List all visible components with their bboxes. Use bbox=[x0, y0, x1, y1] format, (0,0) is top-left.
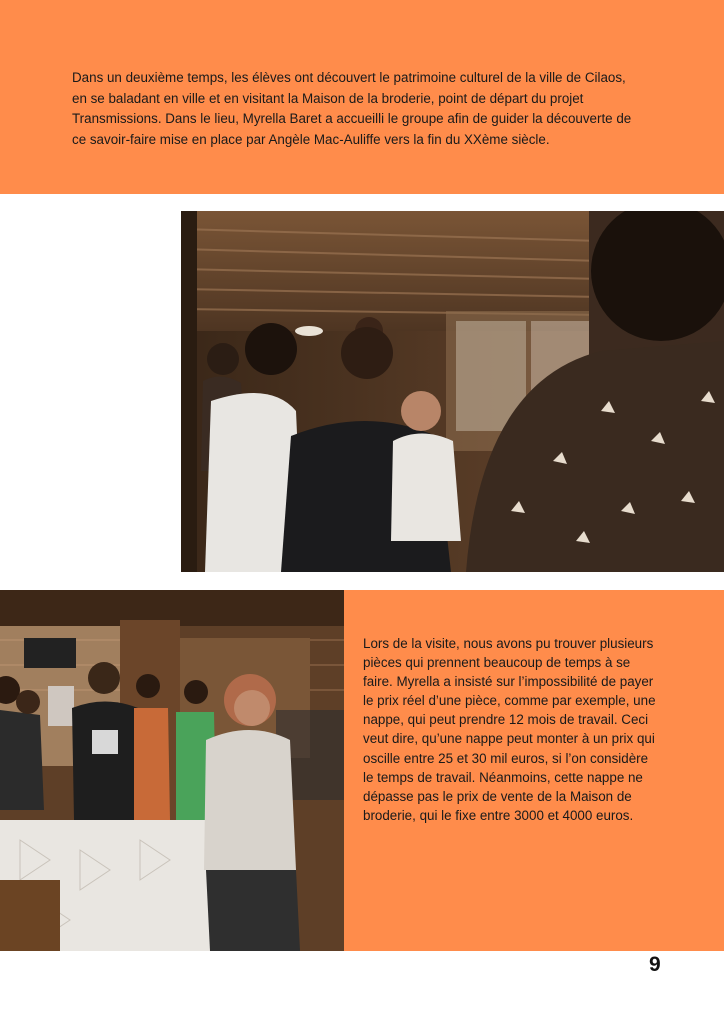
page-number: 9 bbox=[649, 953, 661, 976]
intro-paragraph: Dans un deuxième temps, les élèves ont découvert le patrimoine culturel de la ville de Cilaos, en se baladant en ville et en visitant la Maison de la broderie, point de départ du projet Transmissions. Dans le lieu, Myrella Baret a accueilli le groupe afin de guider la découverte de ce savoir-faire mise en place par Angèle Mac-Auliffe vers la fin du XXème siècle. bbox=[72, 70, 632, 147]
top-text-band bbox=[0, 0, 724, 194]
bottom-text-band bbox=[344, 590, 724, 951]
photo-embroidery-house-tour bbox=[0, 590, 344, 951]
photo-visit-group-listening bbox=[181, 211, 724, 572]
visit-paragraph: Lors de la visite, nous avons pu trouver plusieurs pièces qui prennent beaucoup de temps à se faire. Myrella a insisté sur l’impossibilité de payer le prix réel d’une pièce, comme par exemple, une nappe, qui peut prendre 12 mois de travail. Ceci veut dire, qu’une nappe peut monter à un prix qui oscille entre 25 et 30 mil euros, si l’on considère le temps de travail. Néanmoins, cette nappe ne dépasse pas le prix de vente de la Maison de broderie, qui le fixe entre 3000 et 4000 euros. bbox=[363, 636, 656, 823]
